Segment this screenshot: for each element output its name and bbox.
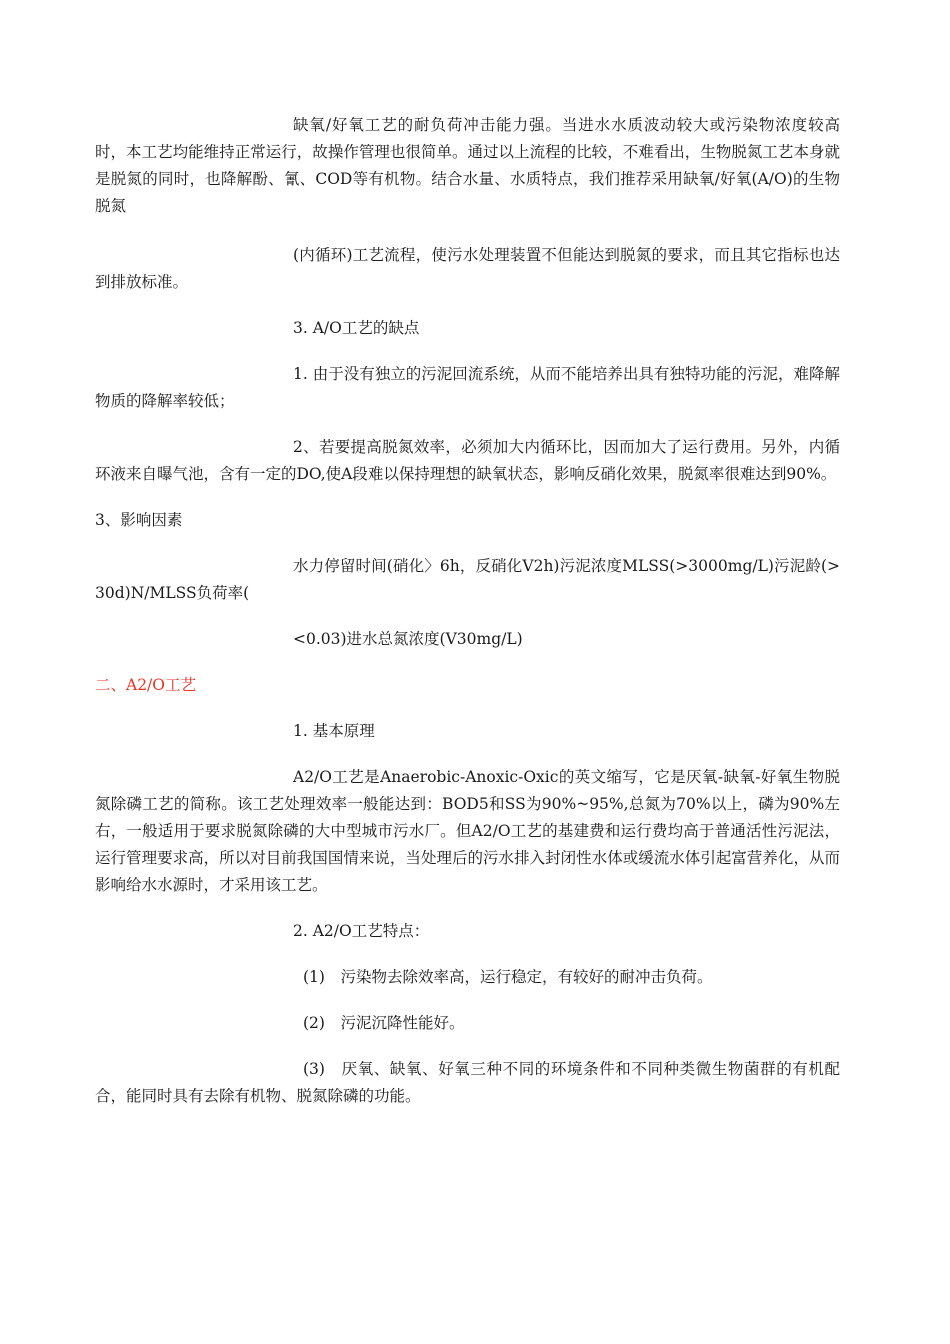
paragraph-a2o-principle: A2/O工艺是Anaerobic-Anoxic-Oxic的英文缩写，它是厌氧-缺氧-好氧生物脱氮除磷工艺的简称。该工艺处理效率一般能达到：BOD5和SS为90%~95%,总氮为70%以上，磷为90%左右，一般适用于要求脱氮除磷的大中型城市污水厂。但A2/O工艺的基建费和运行费均高于普通活性污泥法，运行管理要求高，所以对目前我国国情来说，当处理后的污水排入封闭性水体或缓流水体引起富营养化，从而影响给水水源时，才采用该工艺。	[95, 768, 840, 894]
paragraph-internal-recycle: (内循环)工艺流程，使污水处理装置不但能达到脱氮的要求，而且其它指标也达到排放标准。	[95, 246, 840, 291]
section-heading-influencing-factors: 3、影响因素	[95, 511, 183, 529]
paragraph-ao-advantages: 缺氧/好氧工艺的耐负荷冲击能力强。当进水水质波动较大或污染物浓度较高时，本工艺均能维持正常运行，故操作管理也很简单。通过以上流程的比较，不难看出，生物脱氮工艺本身就是脱氮的同时，也降解酚、氰、COD等有机物。结合水量、水质特点，我们推荐采用缺氧/好氧(A/O)的生物脱氮	[95, 116, 840, 215]
section-heading-a2o-process: 二、A2/O工艺	[95, 676, 196, 694]
section-heading-basic-principle: 1. 基本原理	[293, 722, 375, 740]
paragraph-drawback-1: 1. 由于没有独立的污泥回流系统，从而不能培养出具有独特功能的污泥，难降解物质的降解率较低；	[95, 365, 840, 410]
list-item-feature-2: (2) 污泥沉降性能好。	[303, 1014, 465, 1032]
section-heading-a2o-features: 2. A2/O工艺特点：	[293, 922, 430, 940]
list-item-feature-1: (1) 污染物去除效率高，运行稳定，有较好的耐冲击负荷。	[303, 968, 713, 986]
paragraph-drawback-2: 2、若要提高脱氮效率，必须加大内循环比，因而加大了运行费用。另外，内循环液来自曝气池，含有一定的DO,使A段难以保持理想的缺氧状态，影响反硝化效果，脱氮率很难达到90%。	[95, 438, 840, 483]
list-item-feature-3: (3) 厌氧、缺氧、好氧三种不同的环境条件和不同种类微生物菌群的有机配合，能同时具有去除有机物、脱氮除磷的功能。	[95, 1060, 840, 1105]
paragraph-factors-2: <0.03)进水总氮浓度(V30mg/L)	[293, 630, 523, 648]
document-page	[95, 112, 840, 1110]
paragraph-factors-1: 水力停留时间(硝化〉6h，反硝化V2h)污泥浓度MLSS(>3000mg/L)污泥龄(>30d)N/MLSS负荷率(	[95, 557, 840, 602]
section-heading-ao-drawbacks: 3. A/O工艺的缺点	[293, 319, 420, 337]
